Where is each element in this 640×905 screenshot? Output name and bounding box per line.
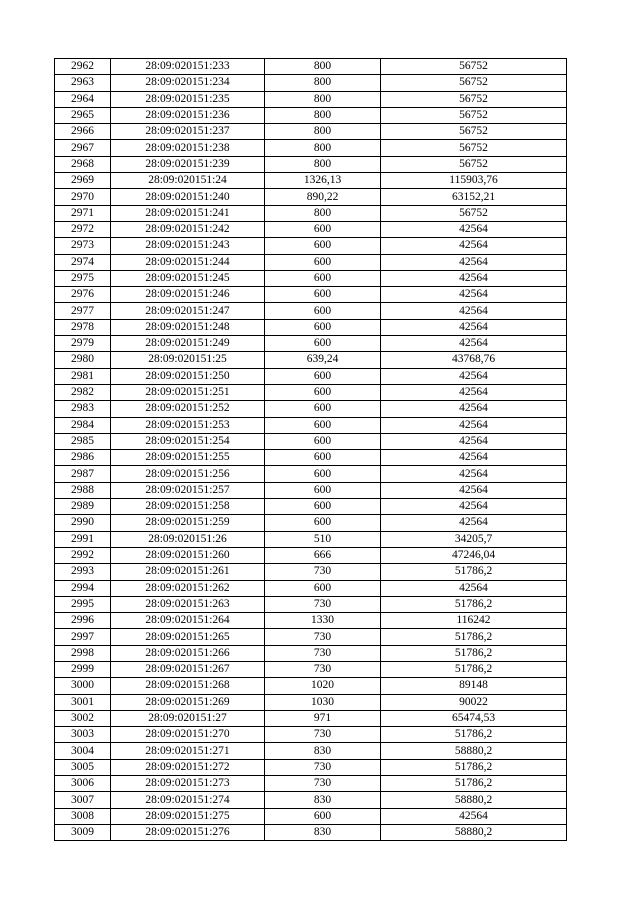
area-cell: 730 xyxy=(265,596,381,612)
table-row xyxy=(55,547,567,563)
row-number-cell: 2980 xyxy=(55,352,111,368)
value-cell: 42564 xyxy=(381,417,567,433)
cadastral-table xyxy=(54,58,567,841)
cadastral-number-cell: 28:09:020151:24 xyxy=(111,173,265,189)
value-cell: 56752 xyxy=(381,91,567,107)
row-number-cell: 2992 xyxy=(55,547,111,563)
table-row xyxy=(55,124,567,140)
value-cell: 56752 xyxy=(381,140,567,156)
row-number-cell: 2966 xyxy=(55,124,111,140)
table-row xyxy=(55,270,567,286)
row-number-cell: 2967 xyxy=(55,140,111,156)
cadastral-number-cell: 28:09:020151:250 xyxy=(111,368,265,384)
area-cell: 600 xyxy=(265,808,381,824)
table-row xyxy=(55,824,567,840)
row-number-cell: 2974 xyxy=(55,254,111,270)
table-row xyxy=(55,661,567,677)
row-number-cell: 3008 xyxy=(55,808,111,824)
area-cell: 800 xyxy=(265,59,381,75)
cadastral-number-cell: 28:09:020151:274 xyxy=(111,792,265,808)
cadastral-number-cell: 28:09:020151:246 xyxy=(111,287,265,303)
area-cell: 600 xyxy=(265,254,381,270)
value-cell: 51786,2 xyxy=(381,645,567,661)
row-number-cell: 2996 xyxy=(55,613,111,629)
area-cell: 830 xyxy=(265,792,381,808)
table-row xyxy=(55,189,567,205)
row-number-cell: 2976 xyxy=(55,287,111,303)
row-number-cell: 2962 xyxy=(55,59,111,75)
value-cell: 42564 xyxy=(381,287,567,303)
row-number-cell: 3005 xyxy=(55,759,111,775)
cadastral-number-cell: 28:09:020151:261 xyxy=(111,564,265,580)
table-row xyxy=(55,596,567,612)
row-number-cell: 2970 xyxy=(55,189,111,205)
cadastral-number-cell: 28:09:020151:263 xyxy=(111,596,265,612)
value-cell: 56752 xyxy=(381,124,567,140)
row-number-cell: 2990 xyxy=(55,515,111,531)
table-row xyxy=(55,221,567,237)
area-cell: 600 xyxy=(265,401,381,417)
cadastral-number-cell: 28:09:020151:276 xyxy=(111,824,265,840)
row-number-cell: 2978 xyxy=(55,319,111,335)
cadastral-number-cell: 28:09:020151:255 xyxy=(111,450,265,466)
value-cell: 115903,76 xyxy=(381,173,567,189)
area-cell: 600 xyxy=(265,287,381,303)
cadastral-number-cell: 28:09:020151:270 xyxy=(111,727,265,743)
value-cell: 42564 xyxy=(381,433,567,449)
table-row xyxy=(55,808,567,824)
cadastral-number-cell: 28:09:020151:244 xyxy=(111,254,265,270)
area-cell: 1030 xyxy=(265,694,381,710)
table-row xyxy=(55,140,567,156)
value-cell: 34205,7 xyxy=(381,531,567,547)
table-row xyxy=(55,629,567,645)
value-cell: 42564 xyxy=(381,270,567,286)
table-row xyxy=(55,254,567,270)
row-number-cell: 3000 xyxy=(55,678,111,694)
area-cell: 600 xyxy=(265,384,381,400)
table-row xyxy=(55,727,567,743)
table-row xyxy=(55,433,567,449)
row-number-cell: 2984 xyxy=(55,417,111,433)
table-row xyxy=(55,417,567,433)
area-cell: 600 xyxy=(265,270,381,286)
cadastral-number-cell: 28:09:020151:258 xyxy=(111,499,265,515)
value-cell: 51786,2 xyxy=(381,727,567,743)
area-cell: 730 xyxy=(265,776,381,792)
row-number-cell: 2997 xyxy=(55,629,111,645)
area-cell: 600 xyxy=(265,238,381,254)
area-cell: 800 xyxy=(265,91,381,107)
value-cell: 90022 xyxy=(381,694,567,710)
value-cell: 42564 xyxy=(381,303,567,319)
row-number-cell: 2985 xyxy=(55,433,111,449)
area-cell: 600 xyxy=(265,368,381,384)
value-cell: 42564 xyxy=(381,466,567,482)
table-row xyxy=(55,613,567,629)
value-cell: 51786,2 xyxy=(381,629,567,645)
cadastral-number-cell: 28:09:020151:252 xyxy=(111,401,265,417)
value-cell: 56752 xyxy=(381,156,567,172)
value-cell: 42564 xyxy=(381,515,567,531)
area-cell: 800 xyxy=(265,124,381,140)
cadastral-number-cell: 28:09:020151:245 xyxy=(111,270,265,286)
area-cell: 800 xyxy=(265,156,381,172)
area-cell: 510 xyxy=(265,531,381,547)
value-cell: 47246,04 xyxy=(381,547,567,563)
row-number-cell: 2968 xyxy=(55,156,111,172)
area-cell: 600 xyxy=(265,450,381,466)
value-cell: 42564 xyxy=(381,254,567,270)
row-number-cell: 3003 xyxy=(55,727,111,743)
row-number-cell: 2993 xyxy=(55,564,111,580)
area-cell: 800 xyxy=(265,75,381,91)
cadastral-number-cell: 28:09:020151:233 xyxy=(111,59,265,75)
table-row xyxy=(55,759,567,775)
value-cell: 42564 xyxy=(381,482,567,498)
cadastral-number-cell: 28:09:020151:242 xyxy=(111,221,265,237)
row-number-cell: 2965 xyxy=(55,107,111,123)
area-cell: 730 xyxy=(265,759,381,775)
table-row xyxy=(55,319,567,335)
area-cell: 800 xyxy=(265,107,381,123)
area-cell: 600 xyxy=(265,433,381,449)
area-cell: 600 xyxy=(265,221,381,237)
row-number-cell: 2983 xyxy=(55,401,111,417)
cadastral-number-cell: 28:09:020151:259 xyxy=(111,515,265,531)
area-cell: 1326,13 xyxy=(265,173,381,189)
area-cell: 800 xyxy=(265,140,381,156)
area-cell: 1020 xyxy=(265,678,381,694)
value-cell: 56752 xyxy=(381,75,567,91)
table-row xyxy=(55,173,567,189)
cadastral-number-cell: 28:09:020151:234 xyxy=(111,75,265,91)
area-cell: 800 xyxy=(265,205,381,221)
value-cell: 56752 xyxy=(381,205,567,221)
table-row xyxy=(55,531,567,547)
cadastral-number-cell: 28:09:020151:247 xyxy=(111,303,265,319)
row-number-cell: 2977 xyxy=(55,303,111,319)
row-number-cell: 2975 xyxy=(55,270,111,286)
value-cell: 51786,2 xyxy=(381,759,567,775)
cadastral-number-cell: 28:09:020151:272 xyxy=(111,759,265,775)
value-cell: 89148 xyxy=(381,678,567,694)
table-row xyxy=(55,107,567,123)
value-cell: 51786,2 xyxy=(381,564,567,580)
area-cell: 600 xyxy=(265,515,381,531)
value-cell: 56752 xyxy=(381,107,567,123)
table-row xyxy=(55,287,567,303)
value-cell: 116242 xyxy=(381,613,567,629)
area-cell: 890,22 xyxy=(265,189,381,205)
table-row xyxy=(55,303,567,319)
table-row xyxy=(55,482,567,498)
table-row xyxy=(55,710,567,726)
value-cell: 58880,2 xyxy=(381,792,567,808)
row-number-cell: 2988 xyxy=(55,482,111,498)
row-number-cell: 2991 xyxy=(55,531,111,547)
area-cell: 639,24 xyxy=(265,352,381,368)
row-number-cell: 2979 xyxy=(55,336,111,352)
value-cell: 63152,21 xyxy=(381,189,567,205)
area-cell: 830 xyxy=(265,824,381,840)
cadastral-number-cell: 28:09:020151:269 xyxy=(111,694,265,710)
area-cell: 600 xyxy=(265,303,381,319)
table-row xyxy=(55,678,567,694)
row-number-cell: 2987 xyxy=(55,466,111,482)
area-cell: 730 xyxy=(265,645,381,661)
area-cell: 830 xyxy=(265,743,381,759)
table-row xyxy=(55,368,567,384)
cadastral-number-cell: 28:09:020151:260 xyxy=(111,547,265,563)
row-number-cell: 2986 xyxy=(55,450,111,466)
table-row xyxy=(55,91,567,107)
value-cell: 58880,2 xyxy=(381,743,567,759)
table-row xyxy=(55,352,567,368)
row-number-cell: 2971 xyxy=(55,205,111,221)
cadastral-number-cell: 28:09:020151:267 xyxy=(111,661,265,677)
value-cell: 56752 xyxy=(381,59,567,75)
cadastral-number-cell: 28:09:020151:237 xyxy=(111,124,265,140)
value-cell: 51786,2 xyxy=(381,596,567,612)
cadastral-number-cell: 28:09:020151:243 xyxy=(111,238,265,254)
table-row xyxy=(55,401,567,417)
row-number-cell: 2973 xyxy=(55,238,111,254)
cadastral-number-cell: 28:09:020151:239 xyxy=(111,156,265,172)
cadastral-number-cell: 28:09:020151:253 xyxy=(111,417,265,433)
cadastral-number-cell: 28:09:020151:257 xyxy=(111,482,265,498)
area-cell: 600 xyxy=(265,482,381,498)
area-cell: 730 xyxy=(265,727,381,743)
value-cell: 43768,76 xyxy=(381,352,567,368)
value-cell: 42564 xyxy=(381,221,567,237)
cadastral-number-cell: 28:09:020151:249 xyxy=(111,336,265,352)
cadastral-number-cell: 28:09:020151:266 xyxy=(111,645,265,661)
table-row xyxy=(55,694,567,710)
cadastral-number-cell: 28:09:020151:268 xyxy=(111,678,265,694)
area-cell: 666 xyxy=(265,547,381,563)
area-cell: 600 xyxy=(265,466,381,482)
row-number-cell: 2999 xyxy=(55,661,111,677)
value-cell: 51786,2 xyxy=(381,776,567,792)
table-row xyxy=(55,59,567,75)
cadastral-number-cell: 28:09:020151:273 xyxy=(111,776,265,792)
cadastral-number-cell: 28:09:020151:27 xyxy=(111,710,265,726)
value-cell: 42564 xyxy=(381,336,567,352)
row-number-cell: 3009 xyxy=(55,824,111,840)
cadastral-number-cell: 28:09:020151:262 xyxy=(111,580,265,596)
cadastral-number-cell: 28:09:020151:241 xyxy=(111,205,265,221)
table-row xyxy=(55,580,567,596)
cadastral-number-cell: 28:09:020151:271 xyxy=(111,743,265,759)
value-cell: 42564 xyxy=(381,808,567,824)
table-row xyxy=(55,466,567,482)
area-cell: 730 xyxy=(265,629,381,645)
table-row xyxy=(55,156,567,172)
cadastral-number-cell: 28:09:020151:238 xyxy=(111,140,265,156)
cadastral-number-cell: 28:09:020151:236 xyxy=(111,107,265,123)
row-number-cell: 2969 xyxy=(55,173,111,189)
row-number-cell: 2964 xyxy=(55,91,111,107)
cadastral-number-cell: 28:09:020151:264 xyxy=(111,613,265,629)
value-cell: 42564 xyxy=(381,499,567,515)
row-number-cell: 2998 xyxy=(55,645,111,661)
row-number-cell: 3004 xyxy=(55,743,111,759)
table-row xyxy=(55,205,567,221)
table-row xyxy=(55,75,567,91)
area-cell: 971 xyxy=(265,710,381,726)
cadastral-number-cell: 28:09:020151:251 xyxy=(111,384,265,400)
area-cell: 730 xyxy=(265,661,381,677)
cadastral-number-cell: 28:09:020151:254 xyxy=(111,433,265,449)
row-number-cell: 3007 xyxy=(55,792,111,808)
value-cell: 42564 xyxy=(381,368,567,384)
row-number-cell: 2963 xyxy=(55,75,111,91)
area-cell: 600 xyxy=(265,417,381,433)
value-cell: 42564 xyxy=(381,401,567,417)
value-cell: 42564 xyxy=(381,384,567,400)
value-cell: 58880,2 xyxy=(381,824,567,840)
table-row xyxy=(55,238,567,254)
row-number-cell: 2972 xyxy=(55,221,111,237)
row-number-cell: 2982 xyxy=(55,384,111,400)
table-row xyxy=(55,499,567,515)
area-cell: 600 xyxy=(265,336,381,352)
area-cell: 600 xyxy=(265,319,381,335)
row-number-cell: 3001 xyxy=(55,694,111,710)
table-row xyxy=(55,564,567,580)
area-cell: 730 xyxy=(265,564,381,580)
area-cell: 1330 xyxy=(265,613,381,629)
cadastral-number-cell: 28:09:020151:26 xyxy=(111,531,265,547)
row-number-cell: 2994 xyxy=(55,580,111,596)
table-row xyxy=(55,384,567,400)
table-row xyxy=(55,645,567,661)
row-number-cell: 2989 xyxy=(55,499,111,515)
table-row xyxy=(55,336,567,352)
cadastral-number-cell: 28:09:020151:265 xyxy=(111,629,265,645)
table-row xyxy=(55,515,567,531)
cadastral-number-cell: 28:09:020151:248 xyxy=(111,319,265,335)
value-cell: 42564 xyxy=(381,238,567,254)
cadastral-number-cell: 28:09:020151:240 xyxy=(111,189,265,205)
area-cell: 600 xyxy=(265,580,381,596)
cadastral-number-cell: 28:09:020151:275 xyxy=(111,808,265,824)
value-cell: 42564 xyxy=(381,319,567,335)
row-number-cell: 2995 xyxy=(55,596,111,612)
cadastral-number-cell: 28:09:020151:256 xyxy=(111,466,265,482)
row-number-cell: 3006 xyxy=(55,776,111,792)
table-row xyxy=(55,743,567,759)
row-number-cell: 2981 xyxy=(55,368,111,384)
cadastral-number-cell: 28:09:020151:235 xyxy=(111,91,265,107)
table-row xyxy=(55,450,567,466)
area-cell: 600 xyxy=(265,499,381,515)
table-body xyxy=(55,59,567,841)
value-cell: 42564 xyxy=(381,580,567,596)
table-row xyxy=(55,792,567,808)
cadastral-number-cell: 28:09:020151:25 xyxy=(111,352,265,368)
value-cell: 51786,2 xyxy=(381,661,567,677)
value-cell: 65474,53 xyxy=(381,710,567,726)
value-cell: 42564 xyxy=(381,450,567,466)
table-row xyxy=(55,776,567,792)
row-number-cell: 3002 xyxy=(55,710,111,726)
